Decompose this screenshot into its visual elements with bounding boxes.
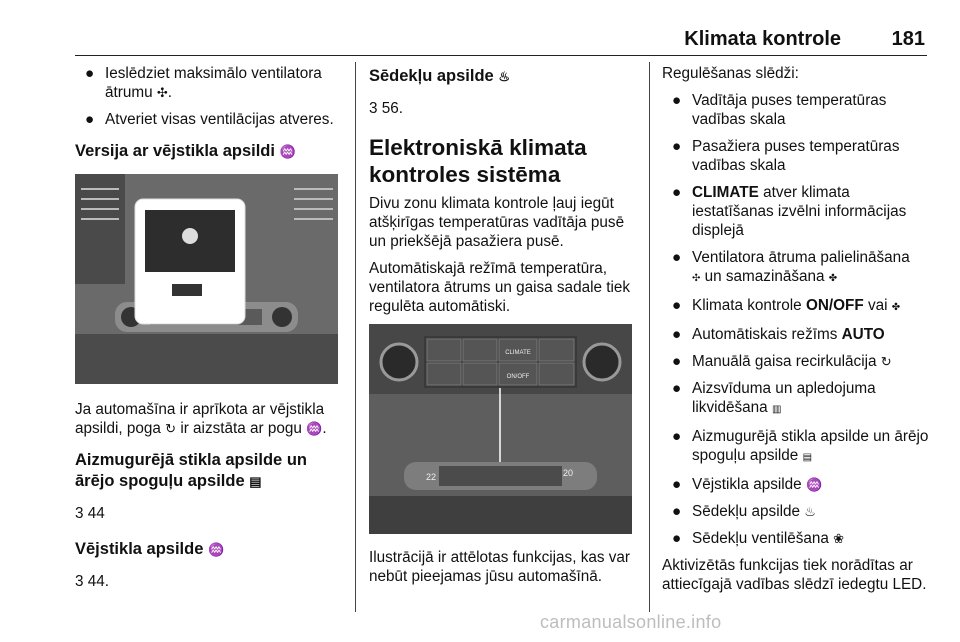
climate-panel-illustration [369, 324, 632, 534]
heading-windscreen-heat: Vējstikla apsilde ♒ [75, 540, 225, 558]
column-middle [369, 64, 635, 594]
column-divider [649, 62, 650, 612]
paragraph: Aktivizētās funkcijas tiek norādītas ar attiecīgajā vadības slēdzī iedegtu LED. [662, 557, 927, 593]
list-item: ● Sēdekļu apsilde ♨ [672, 503, 816, 520]
column-divider [355, 62, 356, 612]
seat-heat-icon: ♨ [804, 504, 816, 519]
list-item: ● CLIMATE atver klimata iestatīšanas izvēlni informācijas displejā [672, 184, 907, 239]
list-item: ● Atveriet visas ventilācijas atveres. [85, 111, 334, 128]
windscreen-heat-icon: ♒ [279, 144, 296, 159]
list-item: ● Vadītāja puses temperatūras vadības skala [672, 92, 887, 128]
list-item: ● Pasažiera puses temperatūras vadības skala [672, 138, 900, 174]
page-header [75, 22, 927, 56]
heading-rear-window: Aizmugurējā stikla apsilde un ārējo spoguļu apsilde ▤ [75, 451, 307, 490]
list-item: ● Aizmugurējā stikla apsilde un ārējo spoguļu apsilde ▤ [672, 428, 929, 464]
watermark: carmanualsonline.info [540, 612, 722, 632]
panel-onoff-label: ON/OFF [506, 374, 530, 380]
windscreen-heat-icon: ♒ [805, 477, 823, 492]
paragraph: Ja automašīna ir aprīkota ar vējstikla apsildi, poga ↻ ir aizstāta ar pogu ♒. [75, 401, 327, 437]
reference-arrow: 3 [75, 505, 84, 522]
section-title: Elektroniskā klimata kontroles sistēma [369, 135, 587, 187]
heading-windscreen-version: Versija ar vējstikla apsildi ♒ [75, 142, 296, 160]
panel-temp-right: 20 [563, 468, 574, 478]
figure-caption: Ilustrācijā ir attēlotas funkcijas, kas var nebūt pieejamas jūsu automašīnā. [369, 549, 630, 585]
rear-window-heat-icon: ▤ [802, 452, 813, 463]
list-item: ● Klimata kontrole ON/OFF vai ✤ [672, 297, 901, 314]
column-right [662, 64, 930, 602]
heading-seat-heat: Sēdekļu apsilde ♨ [369, 67, 510, 85]
page-reference: 3 56. [369, 100, 404, 117]
list-intro: Regulēšanas slēdži: [662, 65, 799, 82]
page-reference: 3 44. [75, 573, 110, 590]
list-item: ● Vējstikla apsilde ♒ [672, 476, 823, 493]
panel-climate-label: CLIMATE [505, 350, 531, 356]
paragraph: Automātiskajā režīmā temperatūra, ventilatora ātrums un gaisa sadale tiek regulēta automātiski. [369, 260, 631, 315]
fan-decrease-icon: ✤ [828, 273, 838, 284]
figure-climate-panel [369, 324, 632, 534]
figure-windscreen-button [75, 174, 338, 384]
fan-off-icon: ✤ [891, 302, 901, 313]
reference-arrow: 3 [75, 573, 84, 590]
list-item: ● Sēdekļu ventilēšana ❀ [672, 530, 845, 547]
list-item: ● Automātiskais režīms AUTO [672, 326, 885, 343]
seat-ventilation-icon: ❀ [833, 531, 845, 546]
panel-temp-left: 22 [426, 472, 437, 482]
page-number: 181 [891, 28, 925, 50]
dashboard-illustration [75, 174, 338, 384]
fan-increase-icon: ✣ [692, 273, 701, 284]
defrost-icon: ▥ [771, 404, 782, 415]
running-title: Klimata kontrole [684, 28, 841, 50]
windscreen-heat-icon: ♒ [306, 421, 323, 436]
recirculation-icon: ↻ [165, 421, 177, 436]
page-reference: 3 44 [75, 505, 105, 522]
seat-heat-icon: ♨ [498, 69, 510, 84]
recirculation-icon: ↻ [880, 354, 892, 369]
list-item: ● Aizsvīduma un apledojuma likvidēšana ▥ [672, 380, 876, 416]
windscreen-heat-icon: ♒ [208, 542, 225, 557]
reference-arrow: 3 [369, 100, 378, 117]
paragraph: Divu zonu klimata kontrole ļauj iegūt atšķirīgas temperatūras vadītāja pusē un priekšējā pasažiera pusē. [369, 195, 625, 250]
list-item: ● Ventilatora ātruma palielināšana ✣ un samazināšana ✤ [672, 249, 910, 285]
list-item: ● Manuālā gaisa recirkulācija ↻ [672, 353, 892, 370]
column-left [75, 64, 343, 607]
list-item: ● Ieslēdziet maksimālo ventilatora ātrumu ✣. [85, 65, 322, 101]
rear-window-heat-icon: ▤ [249, 474, 262, 489]
fan-max-icon: ✣ [156, 85, 168, 100]
